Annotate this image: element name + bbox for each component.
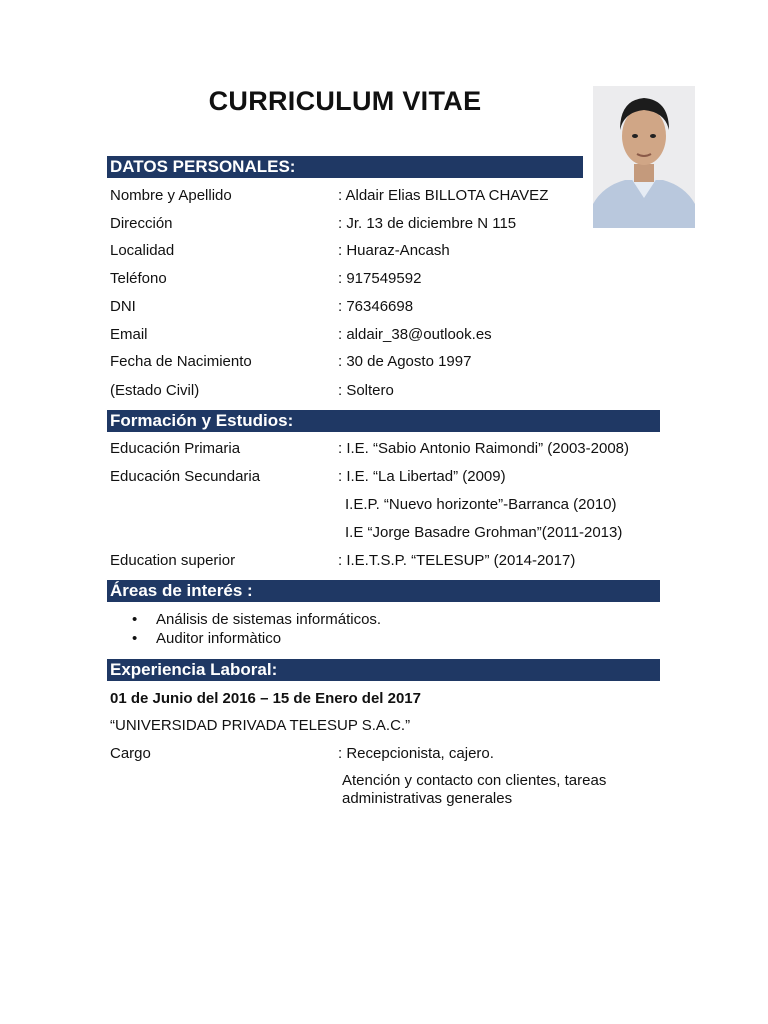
interests-list — [132, 610, 381, 648]
education-label: Education superior — [110, 552, 236, 569]
education-label: Educación Secundaria — [110, 468, 261, 485]
personal-value: : Huaraz-Ancash — [338, 242, 450, 259]
profile-photo — [593, 86, 695, 228]
personal-label: Dirección — [110, 215, 173, 232]
person-photo-icon — [593, 86, 695, 228]
list-item: • Auditor informàtico — [132, 629, 381, 648]
education-value: : I.E.T.S.P. “TELESUP” (2014-2017) — [338, 552, 576, 569]
education-value: : I.E. “Sabio Antonio Raimondi” (2003-2008) — [338, 440, 629, 457]
personal-label: Email — [110, 326, 148, 343]
personal-label: Teléfono — [110, 270, 167, 287]
document-title: CURRICULUM VITAE — [208, 86, 482, 116]
section-header-education: Formación y Estudios: — [107, 410, 660, 432]
personal-value: : Aldair Elias BILLOTA CHAVEZ — [338, 187, 549, 204]
education-value: I.E.P. “Nuevo horizonte”-Barranca (2010) — [345, 496, 617, 513]
experience-description: Atención y contacto con clientes, tareas administrativas generales — [342, 772, 607, 807]
personal-value: : 76346698 — [338, 298, 414, 315]
personal-label: Localidad — [110, 242, 175, 259]
section-header-experience: Experiencia Laboral: — [107, 659, 660, 681]
education-value: I.E “Jorge Basadre Grohman”(2011-2013) — [345, 524, 623, 541]
list-item: • Análisis de sistemas informáticos. — [132, 610, 381, 629]
experience-company: “UNIVERSIDAD PRIVADA TELESUP S.A.C.” — [110, 717, 411, 734]
education-value: : I.E. “La Libertad” (2009) — [338, 468, 506, 485]
experience-period: 01 de Junio del 2016 – 15 de Enero del 2017 — [110, 690, 421, 707]
section-header-interests: Áreas de interés : — [107, 580, 660, 602]
education-label: Educación Primaria — [110, 440, 241, 457]
personal-value: : 917549592 — [338, 270, 422, 287]
personal-label: (Estado Civil) — [110, 382, 200, 399]
personal-label: DNI — [110, 298, 136, 315]
personal-value: : Jr. 13 de diciembre N 115 — [338, 215, 517, 232]
personal-value: : 30 de Agosto 1997 — [338, 353, 472, 370]
experience-role-label: Cargo — [110, 745, 151, 762]
experience-role-value: : Recepcionista, cajero. — [338, 745, 494, 762]
personal-label: Fecha de Nacimiento — [110, 353, 252, 370]
section-header-personal: DATOS PERSONALES: — [107, 156, 583, 178]
personal-value: : Soltero — [338, 382, 394, 399]
email-value: : aldair_38@outlook.es — [338, 326, 492, 343]
personal-label: Nombre y Apellido — [110, 187, 232, 204]
